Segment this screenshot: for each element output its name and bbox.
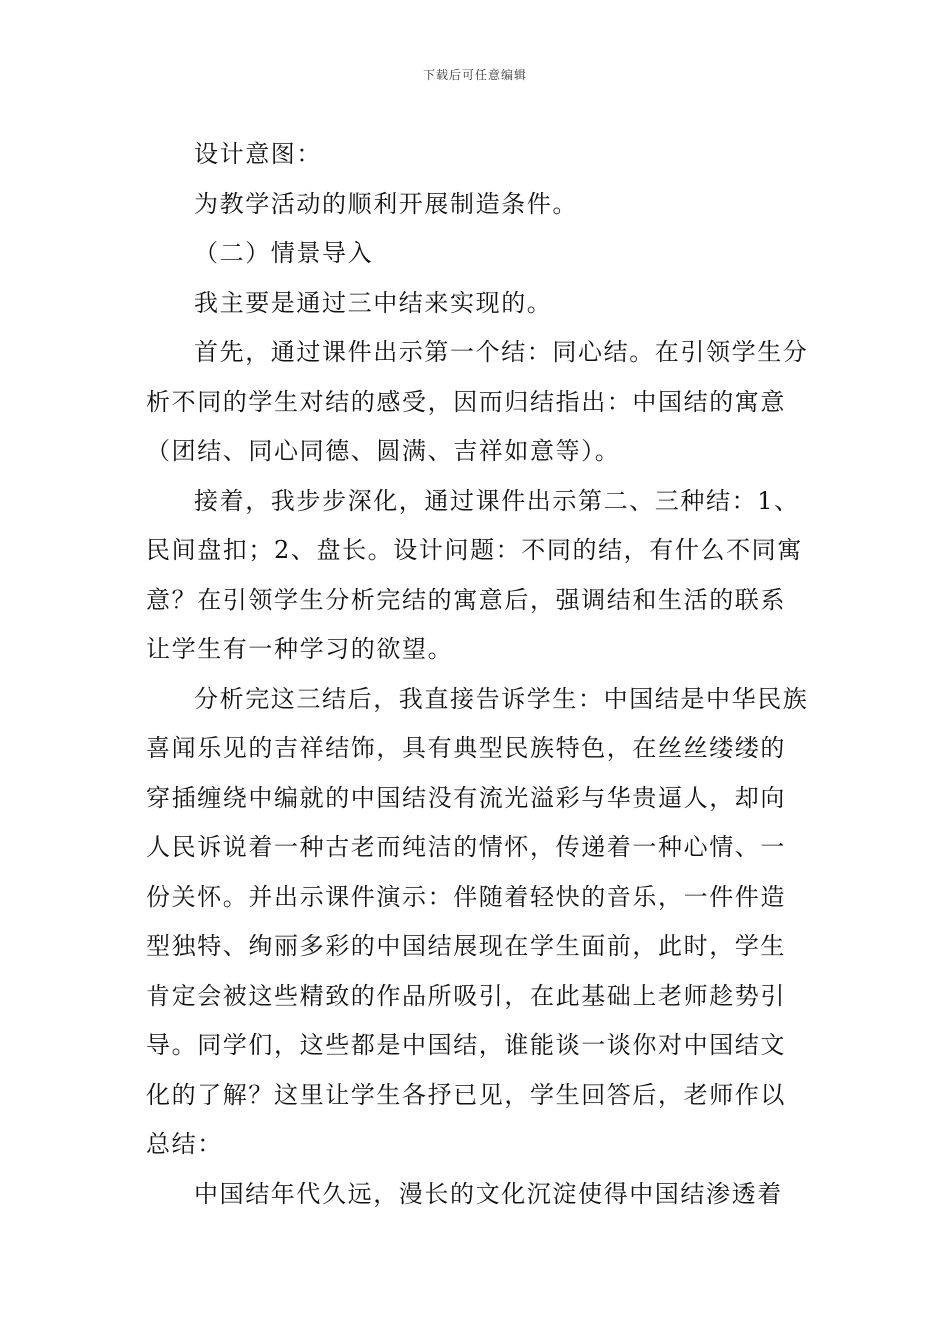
page-header: 下载后可任意编辑 xyxy=(422,68,527,82)
paragraph-design-intent: 为教学活动的顺利开展制造条件。 xyxy=(194,189,578,218)
section-heading-scene-intro: （二）情景导入 xyxy=(194,239,374,267)
paragraph-history: 中国结年代久远，漫长的文化沉淀使得中国结渗透着 xyxy=(194,1179,783,1208)
document-body xyxy=(146,130,810,1219)
paragraph-design-intent-heading: 设计意图： xyxy=(194,140,322,168)
paragraph-analysis-summary: 分析完这三结后，我直接告诉学生：中国结是中华民族喜闻乐见的吉祥结饰，具有典型民族特色，在丝丝缕缕的穿插缠绕中编就的中国结没有流光溢彩与华贵逼人，却向人民诉说着一种古老而纯洁的情怀，传递着一种心情、一份关怀。并出示课件演示：伴随着轻快的音乐，一件件造型独特、绚丽多彩的中国结展现在学生面前，此时，学生肯定会被这些精致的作品所吸引，在此基础上老师趁势引导。同学们，这些都是中国结，谁能谈一谈你对中国结文化的了解？这里让学生各抒已见，学生回答后，老师作以总结： xyxy=(146,684,809,1158)
paragraph-three-knots: 我主要是通过三中结来实现的。 xyxy=(194,288,553,317)
paragraph-first-knot: 首先，通过课件出示第一个结：同心结。在引领学生分析不同的学生对结的感受，因而归结指出：中国结的寓意（团结、同心同德、圆满、吉祥如意等）。 xyxy=(146,338,809,465)
paragraph-second-third-knots: 接着，我步步深化，通过课件出示第二、三种结：1、民间盘扣；2、盘长。设计问题：不同的结，有什么不同寓意？在引领学生分析完结的寓意后，强调结和生活的联系让学生有一种学习的欲望。 xyxy=(146,486,803,663)
